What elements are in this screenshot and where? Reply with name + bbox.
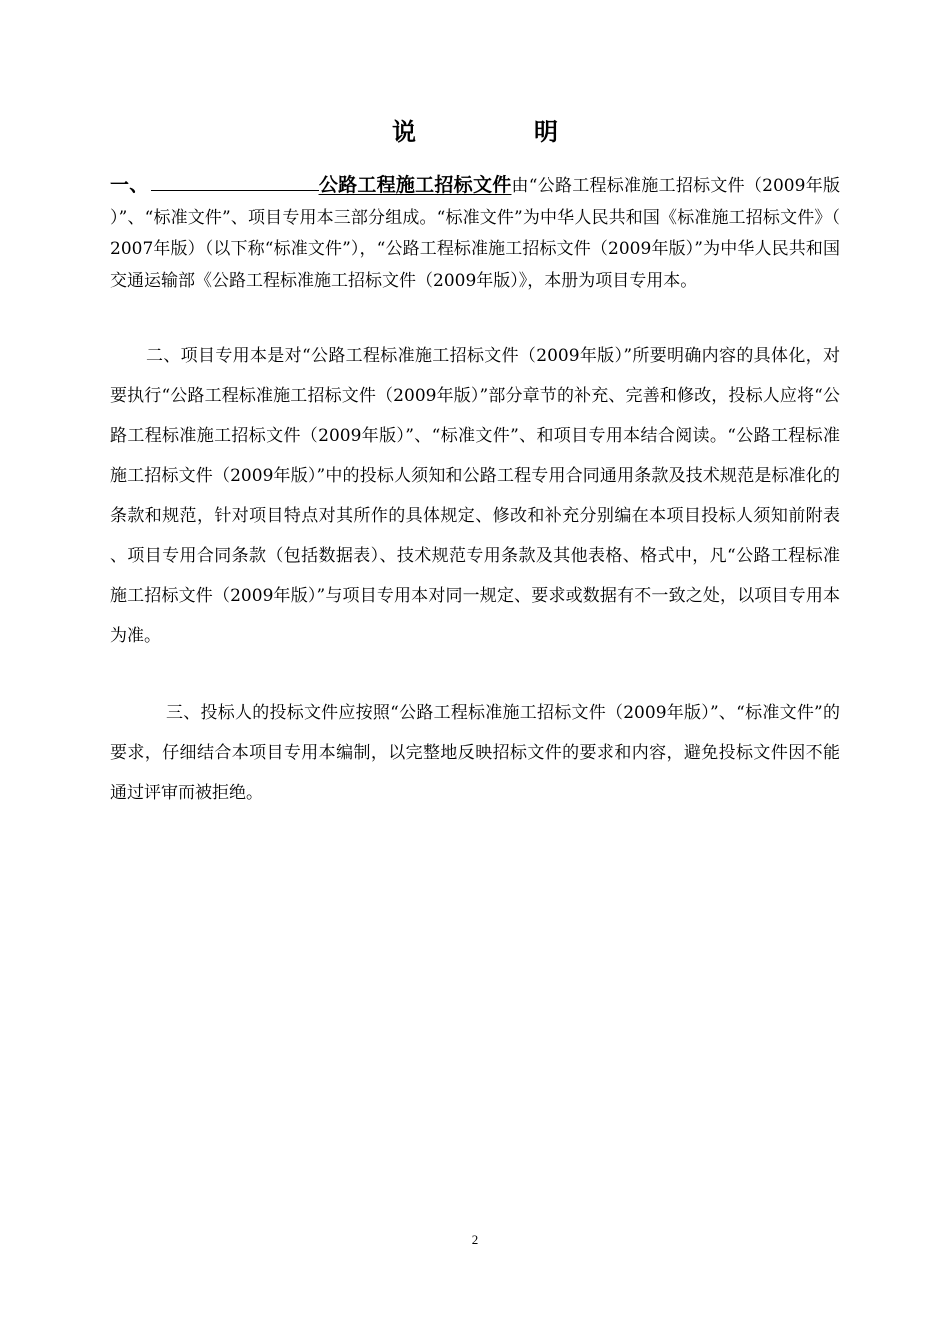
- title-char-1: 说: [392, 118, 416, 146]
- paragraph-3-text: 三、投标人的投标文件应按照“公路工程标准施工招标文件（2009年版）”、“标准文件”的要求，仔细结合本项目专用本编制，以完整地反映招标文件的要求和内容，避免投标文件因不能通过评审而被拒绝。: [110, 703, 840, 803]
- paragraph-1-text: 由“公路工程标准施工招标文件（2009年版）”、“标准文件”、项目专用本三部分组成。“标准文件”为中华人民共和国《标准施工招标文件》（2007年版）（以下称“标准文件”），“公路工程标准施工招标文件（2009年版）”为中华人民共和国交通运输部《公路工程标准施工招标文件（2009年版）》，本册为项目专用本。: [110, 176, 840, 291]
- paragraph-1: [110, 170, 840, 297]
- paragraph-3: [110, 693, 840, 813]
- document-name: 公路工程施工招标文件: [318, 174, 512, 196]
- paragraph-2-text: 二、项目专用本是对“公路工程标准施工招标文件（2009年版）”所要明确内容的具体化，对要执行“公路工程标准施工招标文件（2009年版）”部分章节的补充、完善和修改，投标人应将“公路工程标准施工招标文件（2009年版）”、“标准文件”、和项目专用本结合阅读。“公路工程标准施工招标文件（2009年版）”中的投标人须知和公路工程专用合同通用条款及技术规范是标准化的条款和规范，针对项目特点对其所作的具体规定、修改和补充分别编在本项目投标人须知前附表、项目专用合同条款（包括数据表）、技术规范专用条款及其他表格、格式中，凡“公路工程标准施工招标文件（2009年版）”与项目专用本对同一规定、要求或数据有不一致之处，以项目专用本为准。: [110, 346, 840, 646]
- page-number: 2: [471, 1232, 479, 1247]
- fill-in-blank: [151, 172, 319, 191]
- title-char-2: 明: [534, 118, 558, 146]
- paragraph-2: [110, 336, 840, 656]
- page-title: [0, 116, 950, 148]
- paragraph-1-number: 一、: [110, 174, 149, 196]
